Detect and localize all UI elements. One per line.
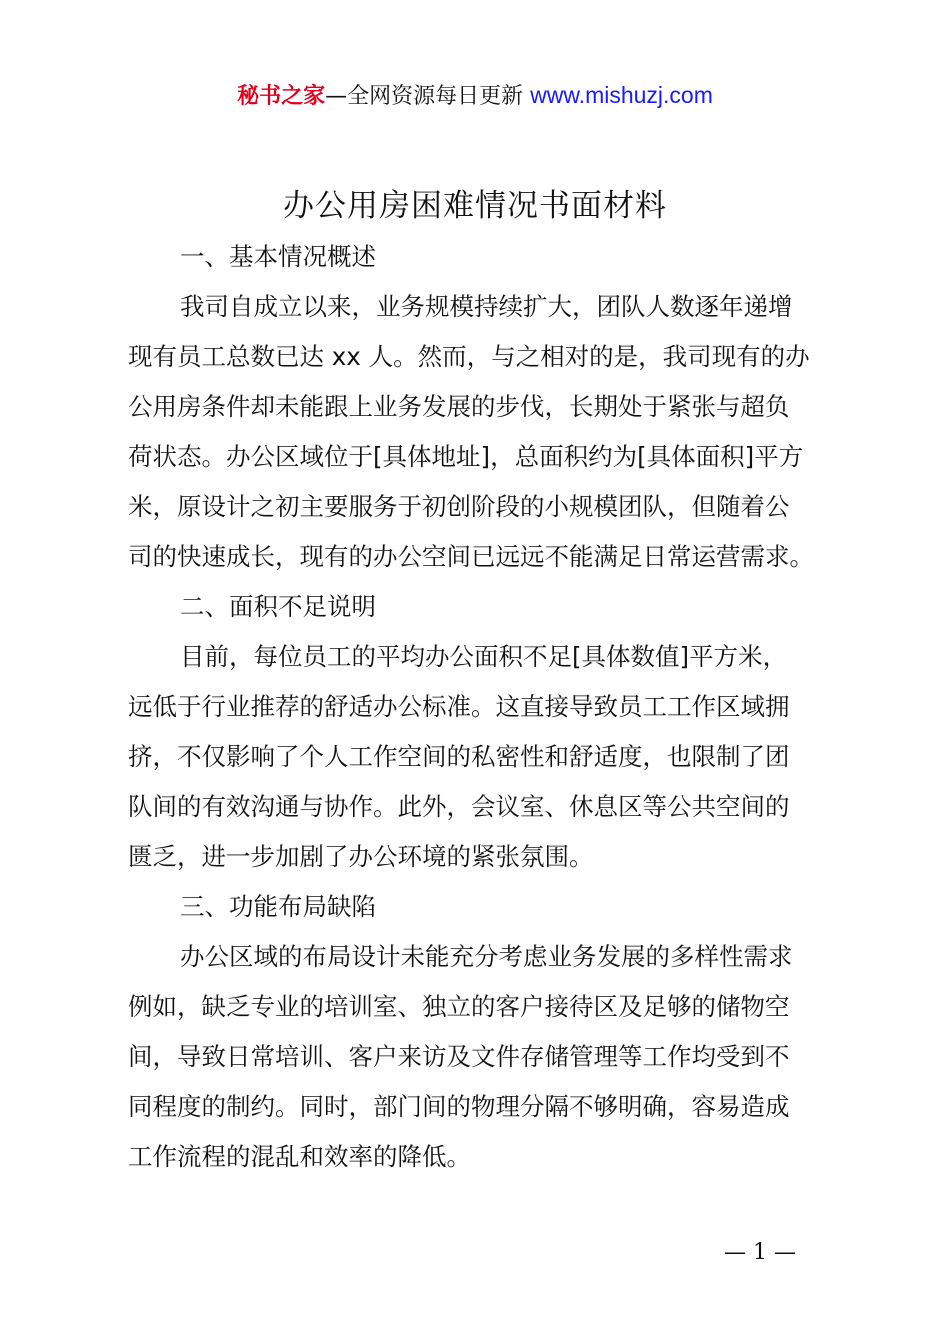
document-body: [128, 232, 830, 1182]
paragraph-line: 远低于行业推荐的舒适办公标准。这直接导致员工工作区域拥: [128, 692, 790, 721]
paragraph-line: 匮乏，进一步加剧了办公环境的紧张氛围。: [128, 842, 594, 871]
paragraph-line: 例如，缺乏专业的培训室、独立的客户接待区及足够的储物空: [128, 992, 790, 1021]
site-header: [0, 78, 950, 114]
paragraph-line: 工作流程的混乱和效率的降低。: [128, 1142, 471, 1171]
paragraph-line: 司的快速成长，现有的办公空间已远远不能满足日常运营需求。: [128, 542, 814, 571]
document-title: 办公用房困难情况书面材料: [283, 188, 667, 224]
section-heading: 二、面积不足说明: [180, 592, 376, 621]
paragraph-line: 米，原设计之初主要服务于初创阶段的小规模团队，但随着公: [128, 492, 790, 521]
paragraph-line: 公用房条件却未能跟上业务发展的步伐，长期处于紧张与超负: [128, 392, 790, 421]
header-url-link[interactable]: www.mishuzj.com: [530, 82, 713, 108]
paragraph-line: 目前，每位员工的平均办公面积不足[具体数值]平方米，: [180, 642, 788, 671]
paragraph-line: 办公区域的布局设计未能充分考虑业务发展的多样性需求: [180, 942, 793, 971]
brand-name: 秘书之家: [237, 84, 326, 109]
paragraph-line: 现有员工总数已达 xx 人。然而，与之相对的是，我司现有的办: [128, 342, 810, 371]
section-heading: 一、基本情况概述: [180, 242, 376, 271]
paragraph-line: 挤，不仅影响了个人工作空间的私密性和舒适度，也限制了团: [128, 742, 790, 771]
paragraph-line: 我司自成立以来，业务规模持续扩大，团队人数逐年递增: [180, 292, 793, 321]
paragraph-line: 间，导致日常培训、客户来访及文件存储管理等工作均受到不: [128, 1042, 790, 1071]
section-heading: 三、功能布局缺陷: [180, 892, 376, 921]
page-number: — 1 —: [724, 1240, 796, 1265]
header-tagline: —全网资源每日更新: [325, 84, 524, 109]
paragraph-line: 队间的有效沟通与协作。此外，会议室、休息区等公共空间的: [128, 792, 790, 821]
paragraph-line: 荷状态。办公区域位于[具体地址]，总面积约为[具体面积]平方: [128, 442, 804, 471]
paragraph-line: 同程度的制约。同时，部门间的物理分隔不够明确，容易造成: [128, 1092, 790, 1121]
